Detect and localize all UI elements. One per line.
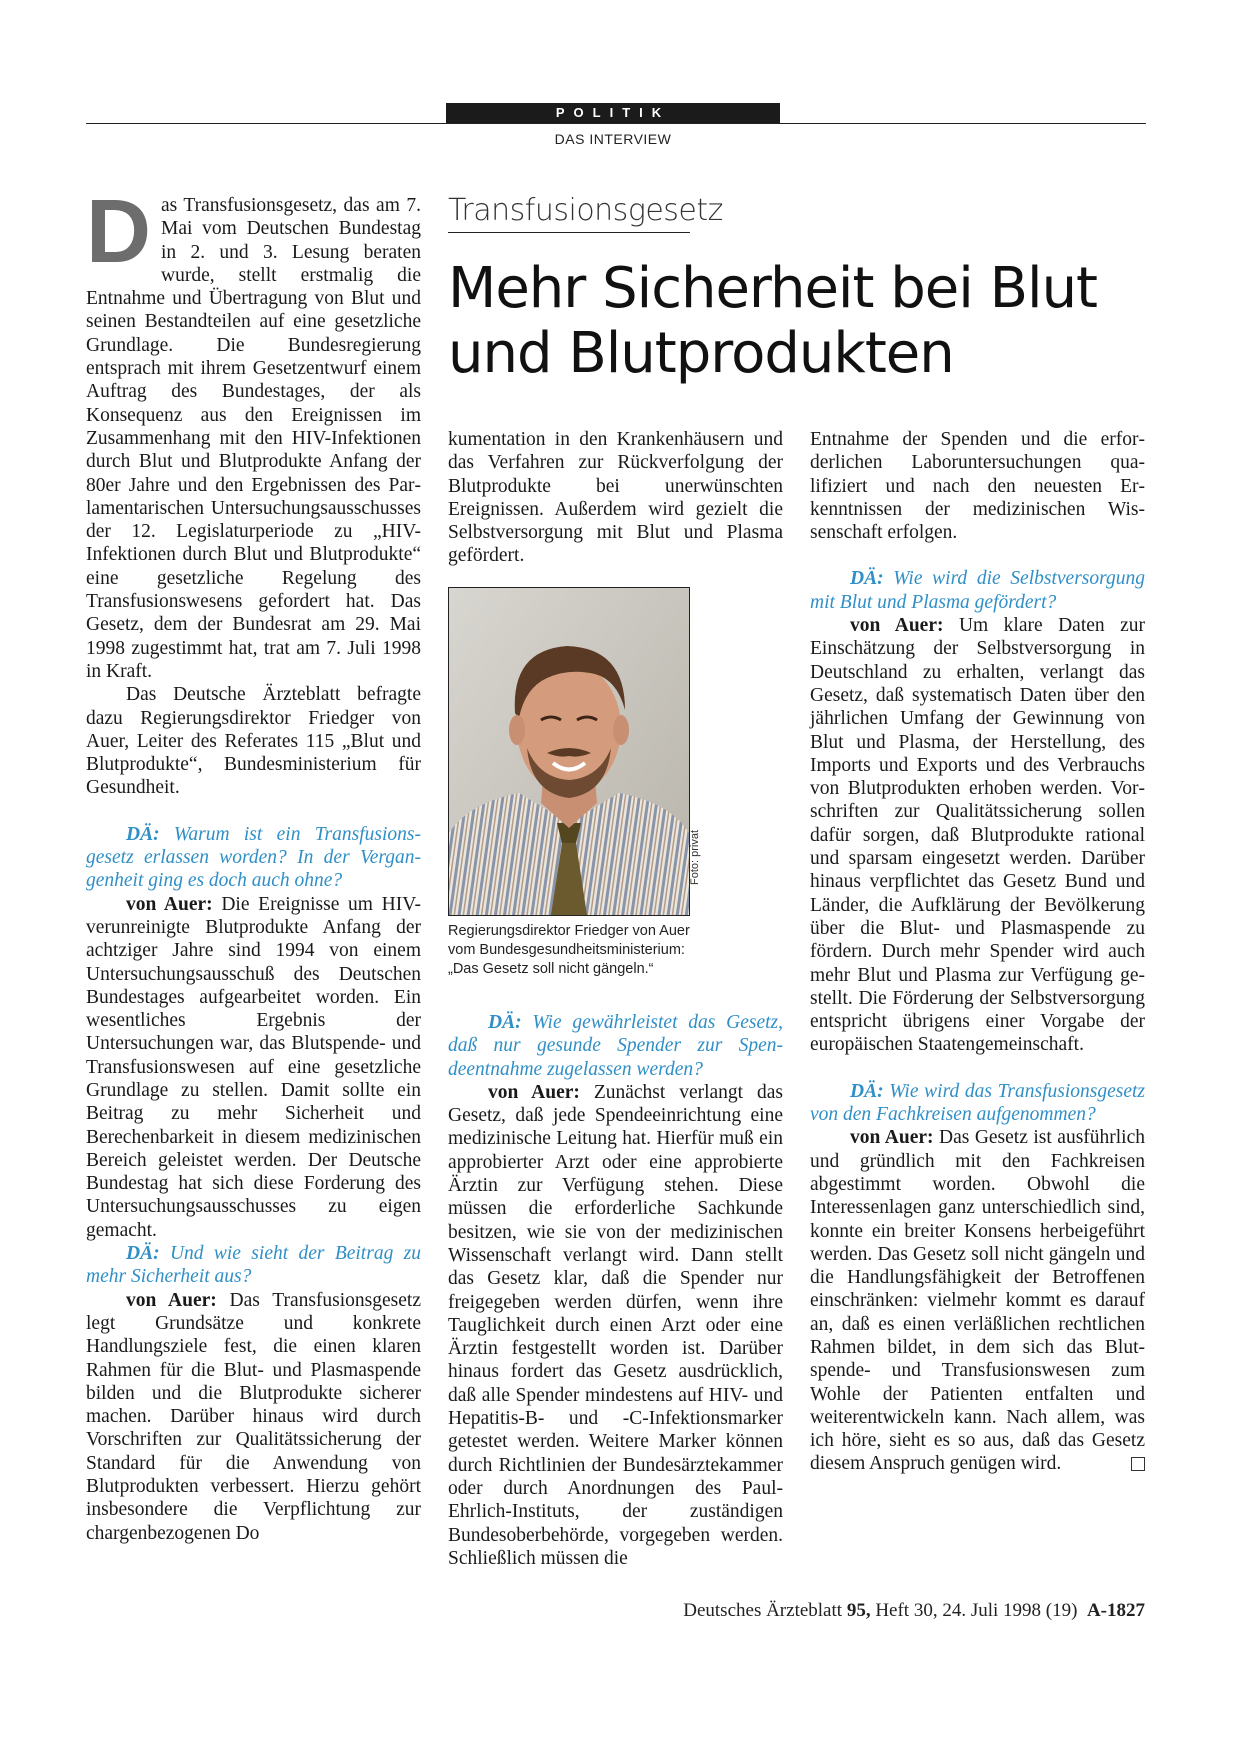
headline-line-2: und Blutprodukten: [448, 321, 954, 386]
answer-2: von Auer: Das Transfusionsgesetz legt Grundsätze und konkrete Handlungsziele fest, die einen klaren Rahmen für die Blut- und Plasmaspende bilden und die Blutprodukte sicherer machen. Darüber hinaus wird durch Vorschriften zur Qualitätssicherung der Standard für die Anwendung von Blutprodukten verbessert. Hierzu gehört insbesondere die Verpflichtung zur chargenbezogenen Do: [86, 1289, 421, 1544]
portrait-photo: [448, 587, 690, 916]
headline-line-1: Mehr Sicherheit bei Blut: [448, 256, 1098, 321]
article-kicker: Transfusionsgesetz: [448, 193, 723, 228]
answer-3: von Auer: Zunächst verlangt das Gesetz, daß jede Spendeeinrichtung eine medizinische Leitung hat. Hierfür muß ein approbierter Arzt oder eine approbierte Ärztin zur Verfügung stehen. Diese müssen die erforderliche Sachkunde besitzen, wie sie von der medizinischen Wissenschaft verlangt wird. Dann stellt das Gesetz klar, daß die Spender nur freigegeben werden dürfen, wenn ihre Tauglichkeit durch einen Arzt oder eine Ärztin festgestellt worden ist. Darüber hinaus fordert das Gesetz ausdrücklich, daß alle Spender mindestens auf HIV- und Hepatitis-B- und -C-Infektionsmarker getestet werden. Weitere Marker können durch Richtlinien der Bundesärztekammer oder durch Anordnungen des Paul-Ehrlich-Instituts, der zuständigen Bundesoberbehörde, vorgegeben werden. Schließlich müssen die: [448, 1081, 783, 1569]
answer-3-continued: Entnahme der Spenden und die erforderlichen Laboruntersuchungen qualifiziert und nach den neuesten Erkenntnissen der medizinischen Wissenschaft erfolgen.: [810, 429, 1145, 544]
article-column-3: [810, 428, 1145, 1476]
answer-2-continued: kumentation in den Krankenhäusern und das Verfahren zur Rückverfolgung der Blutprodukte bei unerwünschten Ereignissen. Außerdem wird gezielt die Selbstversorgung mit Blut und Plasma gefördert.: [448, 429, 783, 567]
header-rule: [86, 123, 1146, 124]
drop-cap: D: [86, 182, 151, 282]
page-footer: [683, 1600, 1145, 1622]
question-3: DÄ: Wie gewährleistet das Gesetz, daß nur gesunde Spender zur Spendeentnahme zugelassen werden?: [448, 1012, 784, 1080]
portrait-image: [449, 588, 689, 915]
issue-info: Heft 30, 24. Juli 1998 (19): [875, 1600, 1078, 1621]
question-1: DÄ: Warum ist ein Transfusionsgesetz erlassen worden? In der Vergangenheit ging es doch auch ohne?: [86, 823, 421, 892]
answer-5: von Auer: Das Gesetz ist ausführlich und gründlich mit den Fachkreisen abgestimmt worden. Obwohl die Interessenlagen ganz unterschiedlich sind, konnte ein breiter Konsens herbeigeführt werden. Das Gesetz soll nicht gängeln und die Handlungsfähigkeit der Betroffenen einschränken: vielmehr kommt es darauf an, daß es einen verläßlichen rechtlichen Rahmen bildet, in dem sich das Blutspende- und Transfusionswesen zum Wohle der Patienten entfalten und weiterentwickeln kann. Nach allem, was ich höre, sieht es so aus, daß das Gesetz diesem Anspruch genügen wird.: [810, 1127, 1146, 1475]
answer-4: von Auer: Um klare Daten zur Einschätzung der Selbstversorgung in Deutschland zu erhalten, verlangt das Gesetz, daß systematisch Daten über den jährlichen Umfang der Gewinnung von Blut und Plasma, der Herstellung, des Imports und Exports und des Verbrauchs von Blutprodukten erhoben werden. Vorschriften zur Qualitätssicherung sollen dafür sorgen, daß Blutprodukte rational und sparsam eingesetzt werden. Darüber hinaus verpflichtet das Gesetz Bund und Länder, die Aufklärung der Bevölkerung über die Blut- und Plasmaspende zu fördern. Durch mehr Spender wird auch mehr Blut und Plasma zur Verfügung gestellt. Die Förderung der Selbstversorgung entspricht übrigens einer Vorgabe der europäischen Staatengemeinschaft.: [810, 615, 1146, 1056]
question-2: DÄ: Und wie sieht der Beitrag zu mehr Sicherheit aus?: [86, 1243, 421, 1288]
caption-line-3: „Das Gesetz soll nicht gängeln.“: [448, 961, 654, 977]
intro-paragraph: [86, 182, 421, 683]
question-5: DÄ: Wie wird das Transfusionsgesetz von den Fachkreisen aufgenommen?: [810, 1080, 1146, 1126]
kicker-underline: [448, 232, 690, 233]
article-column-2: [448, 428, 783, 568]
subsection-label: DAS INTERVIEW: [554, 131, 672, 147]
section-label: POLITIK: [446, 103, 780, 123]
journal-name: Deutsches Ärzteblatt: [683, 1600, 843, 1621]
article-column-1: [86, 182, 422, 1545]
caption-line-2: vom Bundesgesundheitsministerium:: [448, 942, 685, 958]
question-4: DÄ: Wie wird die Selbstversorgung mit Blut und Plasma gefördert?: [810, 568, 1145, 613]
intro-paragraph-2: Das Deutsche Ärzteblatt befragte dazu Regierungsdirektor Friedger von Auer, Leiter des Referates 115 „Blut und Blutprodukte“, Bundesministerium für Gesundheit.: [86, 684, 421, 799]
page-number: A-1827: [1086, 1600, 1145, 1621]
caption-line-1: Regierungsdirektor Friedger von Auer: [448, 923, 690, 939]
article-column-2-lower: [448, 1011, 783, 1570]
article-headline: [448, 256, 1148, 386]
answer-1: von Auer: Die Ereignisse um HIV-verunreinigte Blutprodukte Anfang der achtziger Jahre sind 1994 von einem Untersuchungsausschuß des Deutschen Bundestages aufgearbeitet worden. Ein wesentliches Ergebnis der Untersuchungen war, das Blutspende- und Transfusionswesen auf eine gesetzliche Grundlage zu stellen. Damit sollte ein Beitrag zu mehr Sicherheit und Berechenbarkeit in diesem medizinischen Bereich geleistet werden. Der Deutsche Bundestag hat sich diese Forderung des Untersuchungsausschusses zu eigen gemacht.: [86, 893, 422, 1241]
photo-credit: Foto: privat: [689, 829, 701, 885]
intro-text: as Transfusionsgesetz, das am 7. Mai vom Deutschen Bundestag in 2. und 3. Lesung beraten wurde, stellt erstmalig die Entnahme und Übertragung von Blut und seinen Bestandteilen auf eine gesetzliche Grundlage. Die Bundesregierung entsprach mit ihrem Gesetzentwurf einem Auftrag des Bundestages, der als Konsequenz aus den Ereignissen im Zusammenhang mit den HIV-Infektionen durch Blut und Blutprodukte Anfang der 80er Jahre und den Ergebnissen des Parlamentarischen Untersuchungsausschusses der 12. Legislaturperiode zu „HIV-Infektionen durch Blut und Blutprodukte“ eine gesetzliche Regelung des Transfusionswesens gefordert hat. Das Gesetz, dem der Bundesrat am 29. Mai 1998 zugestimmt hat, trat am 7. Juli 1998 in Kraft.: [86, 195, 421, 682]
journal-volume: 95,: [846, 1600, 871, 1621]
photo-caption: [448, 922, 698, 979]
end-of-article-mark: [1131, 1457, 1145, 1471]
